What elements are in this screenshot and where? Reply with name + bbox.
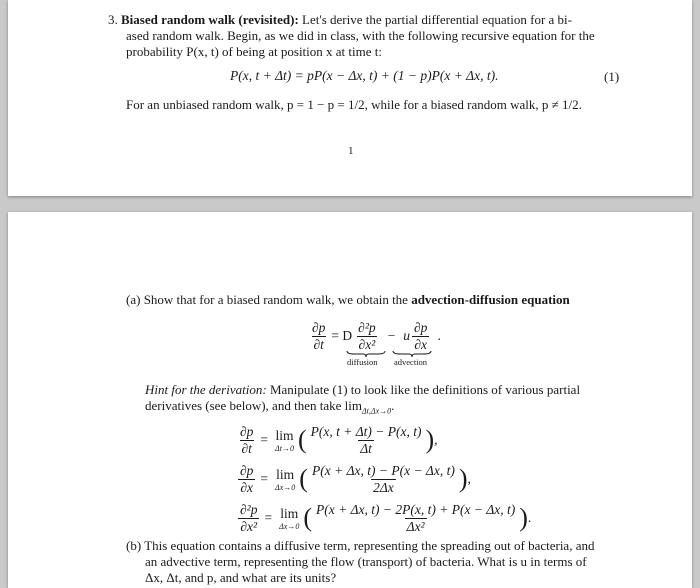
problem-intro-2: ased random walk. Begin, as we did in class, with the following recursive equation for the bbox=[126, 28, 595, 43]
part-a-prompt-text: Show that for a biased random walk, we obtain the bbox=[143, 292, 408, 307]
pde-equals-d: = D bbox=[331, 328, 353, 343]
definition-dp-dx: $\frac{\partial p}{\partial x}$ = lim Δx→0 ( $\frac{P(x + \Delta x, t) - P(x - \Delta x, t)}{2\Delta x}$ ) , bbox=[240, 462, 471, 495]
pde-advection-term: $\frac{\partial p}{\partial x}$ bbox=[414, 319, 428, 352]
definition-d2p-dx2: $\frac{\text{∂²p}}{\text{∂x²}}$ = lim Δx→0 ( $\frac{P(x + \Delta x, t) - 2P(x, t) + P(x - \Delta x, t)}{\text{Δx²}}$ ) . bbox=[240, 501, 532, 534]
hint-sub: Δt,Δx→0 bbox=[361, 406, 392, 416]
pde-u: u bbox=[403, 328, 411, 343]
part-a-prompt bbox=[126, 291, 570, 308]
problem-title: Biased random walk (revisited): bbox=[121, 12, 299, 27]
part-b-line-1: (b) This equation contains a diffusive term, representing the spreading out of bacteria, and bbox=[126, 538, 595, 553]
pde-lhs: $\frac{\partial p}{\partial t}$ bbox=[312, 319, 326, 352]
hint-line-1 bbox=[145, 381, 580, 398]
equation-1: P(x, t + Δt) = pP(x − Δx, t) + (1 − p)P(x + Δx, t). bbox=[230, 68, 499, 83]
hint-line-2 bbox=[145, 397, 394, 420]
part-b-line-2: an advective term, representing the flow (transport) of bacteria. What is u in terms of bbox=[145, 554, 587, 569]
problem-intro-1: Let's derive the partial differential equation for a bi- bbox=[302, 12, 572, 27]
unbiased-statement: For an unbiased random walk, p = 1 − p = 1/2, while for a biased random walk, p ≠ 1/2. bbox=[126, 97, 582, 112]
label-diffusion: diffusion bbox=[347, 357, 378, 367]
part-b-label: (b) bbox=[126, 538, 142, 553]
part-a-label: (a) bbox=[126, 292, 141, 307]
hint-text-1: Manipulate (1) to look like the definitions of various partial bbox=[269, 382, 581, 397]
hint-label: Hint for the derivation: bbox=[145, 382, 267, 397]
pde-end: . bbox=[437, 328, 441, 343]
page-1 bbox=[8, 0, 692, 196]
pde-minus: − bbox=[387, 328, 396, 343]
page-2 bbox=[8, 212, 692, 588]
problem-number: 3. bbox=[108, 12, 118, 27]
page-number: 1 bbox=[348, 145, 354, 157]
part-b-line-3: Δx, Δt, and p, and what are its units? bbox=[145, 570, 337, 585]
equation-1-tag: (1) bbox=[604, 69, 620, 84]
label-advection: advection bbox=[394, 357, 428, 367]
hint-text-2: derivatives (see below), and then take lim bbox=[145, 398, 362, 413]
problem-intro-line-1 bbox=[108, 11, 572, 28]
part-a-prompt-bold: advection-diffusion equation bbox=[411, 292, 570, 307]
pde-diffusion-term: $\frac{\text{∂²p}}{\text{∂x²}}$ bbox=[358, 319, 376, 352]
problem-intro-3: probability P(x, t) of being at position x at time t: bbox=[126, 44, 382, 59]
hint-end: . bbox=[391, 398, 395, 413]
definition-dp-dt: $\frac{\partial p}{\partial t}$ = lim Δt→0 ( $\frac{P(x, t + \Delta t) - P(x, t)}{\Delta t}$ ) , bbox=[240, 423, 438, 456]
